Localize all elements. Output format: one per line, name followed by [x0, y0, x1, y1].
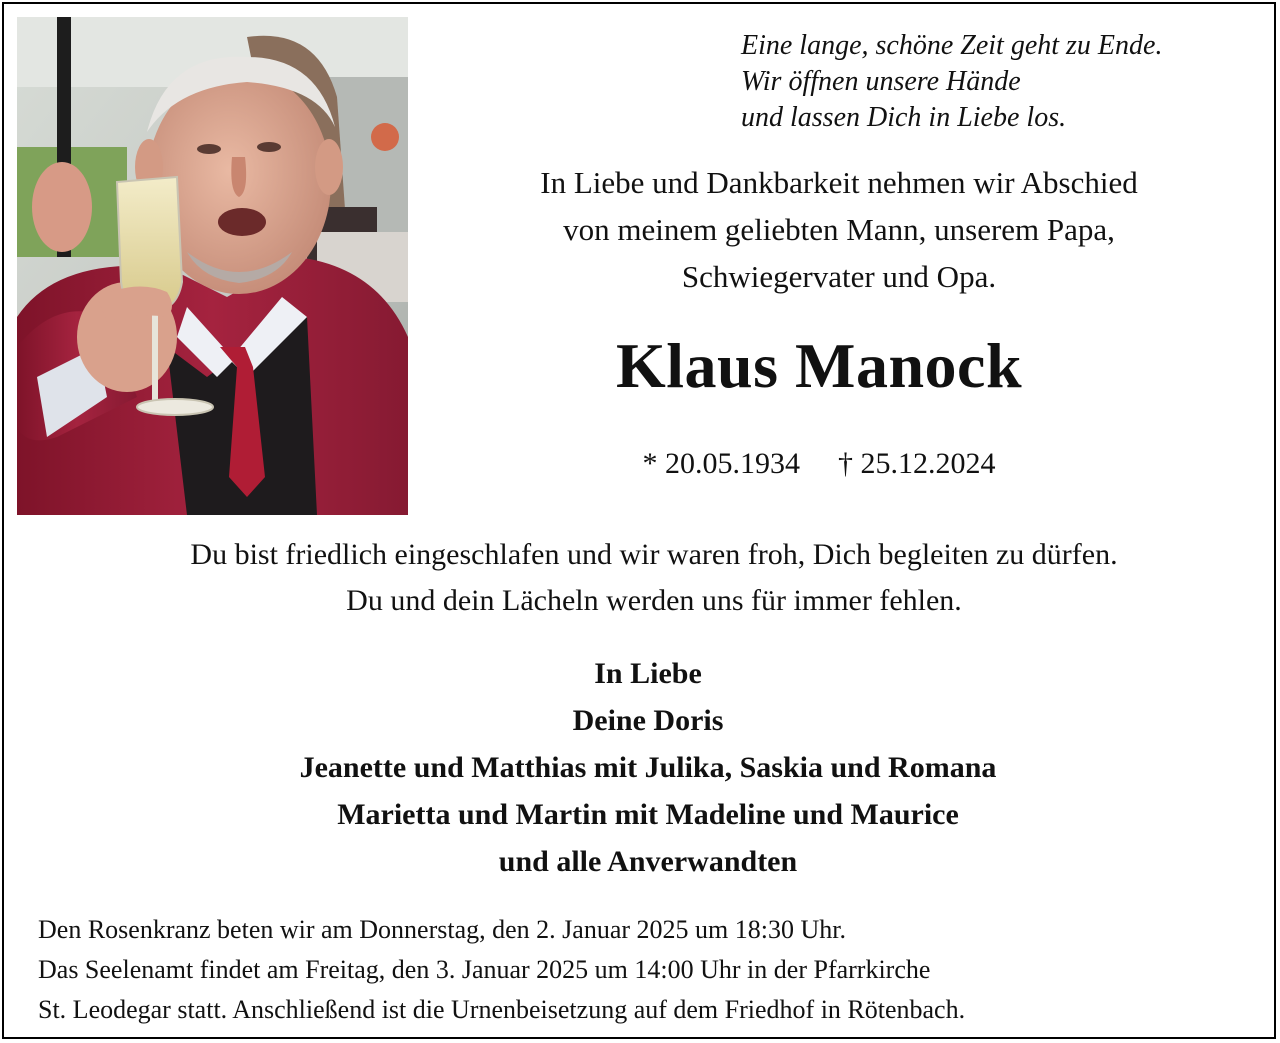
service-line: Den Rosenkranz beten wir am Donnerstag, den 2. Januar 2025 um 18:30 Uhr.	[38, 915, 846, 944]
birth-date: * 20.05.1934	[642, 447, 800, 480]
family-line: Marietta und Martin mit Madeline und Maurice	[337, 798, 959, 831]
service-line: Das Seelenamt findet am Freitag, den 3. Januar 2025 um 14:00 Uhr in der Pfarrkirche	[38, 955, 931, 984]
poem	[741, 28, 1271, 136]
service-details	[38, 910, 1258, 1030]
intro-line: von meinem geliebten Mann, unserem Papa,	[563, 212, 1115, 247]
deceased-name: Klaus Manock	[615, 330, 1023, 401]
intro-line: In Liebe und Dankbarkeit nehmen wir Abschied	[540, 165, 1138, 200]
family-signature	[4, 650, 1280, 885]
family-line: Jeanette und Matthias mit Julika, Saskia und Romana	[299, 751, 997, 784]
farewell-text	[4, 532, 1280, 624]
service-line: St. Leodegar statt. Anschließend ist die Urnenbeisetzung auf dem Friedhof in Rötenbach.	[38, 995, 966, 1024]
death-date: † 25.12.2024	[838, 447, 996, 480]
intro-text	[424, 159, 1254, 300]
poem-line: und lassen Dich in Liebe los.	[741, 102, 1067, 133]
farewell-line: Du und dein Lächeln werden uns für immer fehlen.	[346, 584, 962, 617]
obituary-notice	[2, 2, 1276, 1039]
farewell-line: Du bist friedlich eingeschlafen und wir waren froh, Dich begleiten zu dürfen.	[190, 538, 1118, 571]
intro-line: Schwiegervater und Opa.	[681, 259, 997, 294]
poem-line: Eine lange, schöne Zeit geht zu Ende.	[741, 30, 1163, 61]
family-line: Deine Doris	[572, 704, 724, 737]
portrait-photo	[17, 17, 408, 515]
family-line: In Liebe	[594, 657, 702, 690]
life-dates	[424, 444, 1214, 484]
family-line: und alle Anverwandten	[498, 845, 798, 878]
poem-line: Wir öffnen unsere Hände	[741, 66, 1021, 97]
